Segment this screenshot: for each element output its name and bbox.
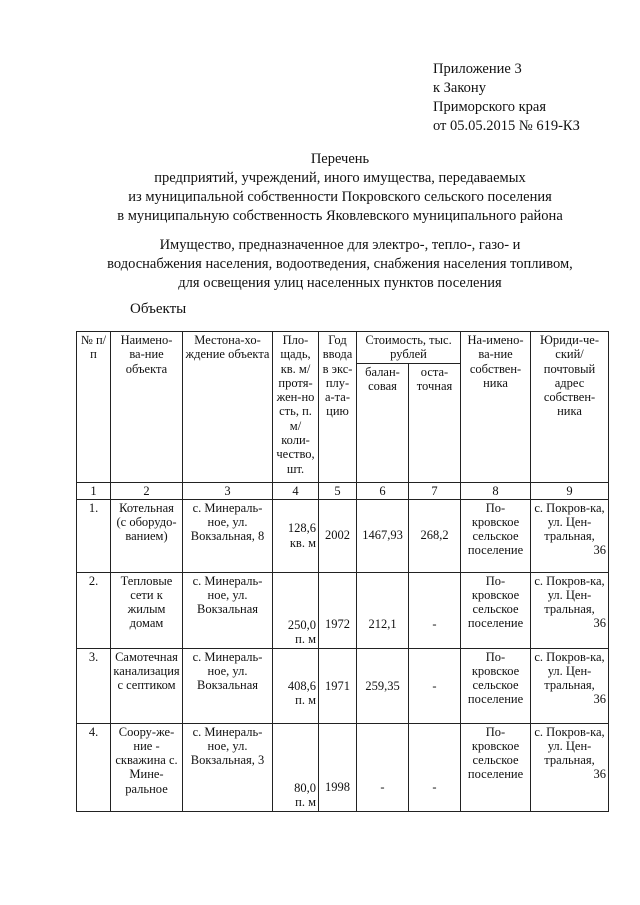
document-title: [40, 150, 640, 226]
header-balance: балан-совая: [357, 363, 409, 482]
section-label: Объекты: [130, 301, 187, 317]
row-num: 3.: [77, 648, 111, 723]
table-row: [77, 648, 609, 723]
row-num: 1.: [77, 499, 111, 572]
header-num: № п/п: [77, 332, 111, 483]
title-line: предприятий, учреждений, иного имущества, передаваемых: [154, 170, 526, 186]
row-residual-cost: -: [409, 723, 461, 811]
appendix-header: [433, 60, 580, 136]
area-value: 408,6: [287, 678, 316, 693]
address-text: с. Покров-ка, ул. Цен-тральная,: [534, 649, 605, 693]
title-line: из муниципальной собственности Покровского сельского поселения: [128, 189, 552, 205]
row-area: [273, 499, 319, 572]
row-owner: По-кровское сельское поселение: [461, 723, 531, 811]
appendix-line: Приложение 3: [433, 61, 522, 77]
table-row: [77, 572, 609, 648]
appendix-line: от 05.05.2015 № 619-КЗ: [433, 118, 580, 134]
subtitle-line: для освещения улиц населенных пунктов поселения: [178, 275, 502, 291]
row-residual-cost: -: [409, 572, 461, 648]
table-row: [77, 499, 609, 572]
header-area: Пло-щадь, кв. м/ протя-жен-но сть, п. м/ коли-чество, шт.: [273, 332, 319, 483]
address-house: 36: [593, 543, 607, 558]
title-line: Перечень: [310, 151, 370, 167]
row-location: [183, 723, 273, 811]
header-address: Юриди-че-ский/ почтовый адрес собствен-ника: [531, 332, 609, 483]
address-house: 36: [593, 692, 607, 707]
area-unit: п. м: [295, 632, 316, 647]
appendix-line: Приморского края: [433, 99, 547, 115]
title-line: в муниципальную собственность Яковлевского муниципального района: [117, 208, 563, 224]
area-unit: кв. м: [289, 535, 316, 550]
row-balance-cost: 1467,93: [357, 499, 409, 572]
area-unit: п. м: [295, 795, 316, 810]
row-year: 1971: [319, 648, 357, 723]
address-house: 36: [593, 616, 607, 631]
row-location: [183, 499, 273, 572]
address-text: с. Покров-ка, ул. Цен-тральная,: [534, 500, 605, 544]
area-value: 80,0: [294, 781, 316, 795]
row-object-name: Самотечная канализация с септиком: [111, 648, 183, 723]
column-number: 3: [183, 482, 273, 499]
document-subtitle: [40, 236, 640, 293]
objects-table: [76, 331, 609, 812]
column-number: 4: [273, 482, 319, 499]
location-text: с. Минераль-ное, ул. Вокзальная: [192, 649, 263, 693]
row-owner: По-кровское сельское поселение: [461, 499, 531, 572]
row-address: [531, 648, 609, 723]
area-value: 128,6: [287, 521, 316, 536]
row-year: 1998: [319, 723, 357, 811]
row-area: [273, 572, 319, 648]
row-address: [531, 572, 609, 648]
column-number: 7: [409, 482, 461, 499]
row-object-name: Соору-же-ние - скважина с. Мине-ральное: [111, 723, 183, 811]
row-year: 2002: [319, 499, 357, 572]
row-object-name: Котельная (с оборудо-ванием): [111, 499, 183, 572]
location-house: 8: [258, 529, 265, 544]
header-owner: На-имено-ва-ние собствен-ника: [461, 332, 531, 483]
header-name: Наимено-ва-ние объекта: [111, 332, 183, 483]
column-number-row: [77, 482, 609, 499]
column-number: 2: [111, 482, 183, 499]
location-text: с. Минераль-ное, ул. Вокзальная,: [190, 500, 263, 544]
table-row: [77, 723, 609, 811]
address-text: с. Покров-ка, ул. Цен-тральная,: [534, 724, 605, 768]
row-num: 2.: [77, 572, 111, 648]
row-owner: По-кровское сельское поселение: [461, 572, 531, 648]
row-year: 1972: [319, 572, 357, 648]
row-num: 4.: [77, 723, 111, 811]
row-object-name: Тепловые сети к жилым домам: [111, 572, 183, 648]
column-number: 6: [357, 482, 409, 499]
row-address: [531, 723, 609, 811]
header-cost: Стоимость, тыс. рублей: [357, 332, 461, 364]
column-number: 5: [319, 482, 357, 499]
row-balance-cost: -: [357, 723, 409, 811]
appendix-line: к Закону: [433, 80, 486, 96]
location-text: с. Минераль-ное, ул. Вокзальная,: [190, 724, 263, 768]
header-location: Местона-хо-ждение объекта: [183, 332, 273, 483]
area-value: 250,0: [287, 618, 316, 632]
header-row: [77, 332, 609, 364]
row-address: [531, 499, 609, 572]
column-number: 8: [461, 482, 531, 499]
column-number: 1: [77, 482, 111, 499]
row-balance-cost: 259,35: [357, 648, 409, 723]
row-area: [273, 648, 319, 723]
header-residual: оста-точная: [409, 363, 461, 482]
subtitle-line: водоснабжения населения, водоотведения, снабжения населения топливом,: [107, 256, 573, 272]
row-area: [273, 723, 319, 811]
row-location: [183, 648, 273, 723]
header-year: Год ввода в экс-плу-а-та-цию: [319, 332, 357, 483]
row-residual-cost: -: [409, 648, 461, 723]
row-owner: По-кровское сельское поселение: [461, 648, 531, 723]
column-number: 9: [531, 482, 609, 499]
location-text: с. Минераль-ное, ул. Вокзальная: [192, 573, 263, 617]
subtitle-line: Имущество, предназначенное для электро-, тепло-, газо- и: [159, 237, 521, 253]
area-unit: п. м: [295, 692, 316, 707]
location-house: 3: [258, 753, 265, 768]
row-location: [183, 572, 273, 648]
row-balance-cost: 212,1: [357, 572, 409, 648]
row-residual-cost: 268,2: [409, 499, 461, 572]
address-text: с. Покров-ка, ул. Цен-тральная,: [534, 573, 605, 617]
address-house: 36: [593, 767, 607, 782]
